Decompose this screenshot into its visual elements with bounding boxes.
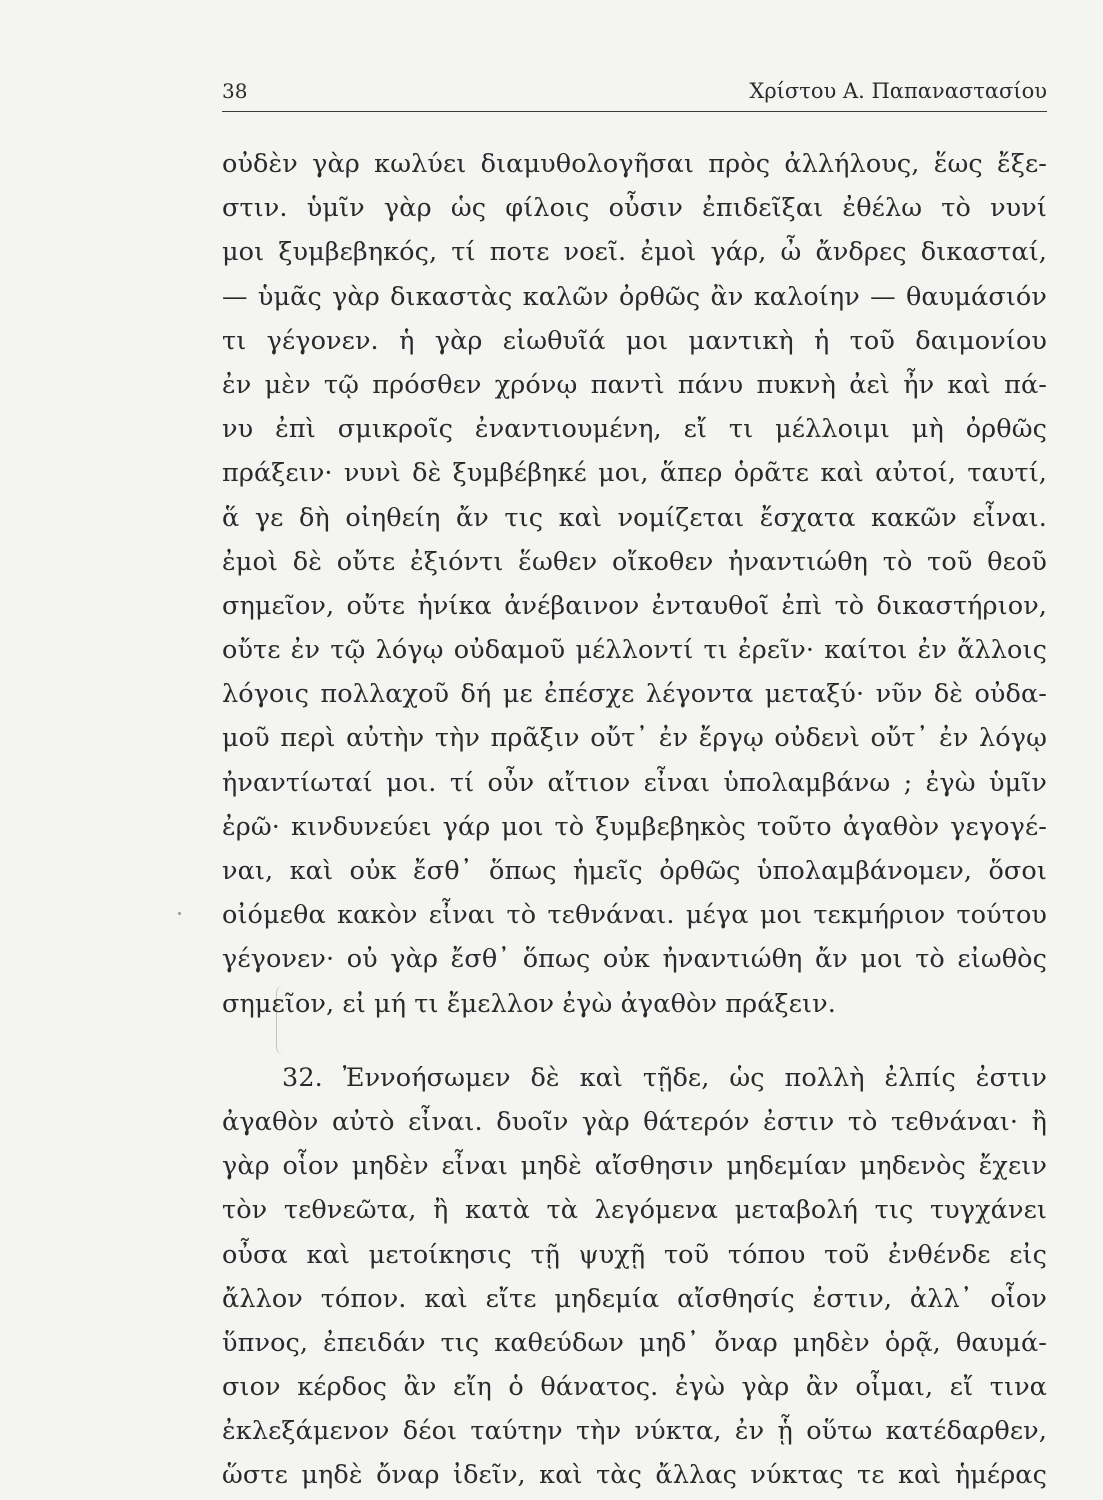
text-line: ὥστε μηδὲ ὄναρ ἰδεῖν, καὶ τὰς ἄλλας νύκτας τε καὶ ἡμέρας	[222, 1460, 1047, 1491]
text-line: — ὑμᾶς γὰρ δικαστὰς καλῶν ὀρθῶς ἂν καλοίην — θαυμάσιόν	[222, 281, 1047, 312]
page-header	[222, 76, 1047, 106]
text-line: ἐκλεξάμενον δέοι ταύτην τὴν νύκτα, ἐν ᾗ οὕτω κατέδαρθεν,	[222, 1416, 1047, 1447]
section-32-first-line: 32. Ἐννοήσωμεν δὲ καὶ τῇδε, ὡς πολλὴ ἐλπίς ἐστιν	[282, 1062, 1047, 1093]
text-line: ναι, καὶ οὐκ ἔσθ᾽ ὅπως ἡμεῖς ὀρθῶς ὑπολαμβάνομεν, ὅσοι	[222, 856, 1047, 886]
text-line: οἰόμεθα κακὸν εἶναι τὸ τεθνάναι. μέγα μοι τεκμήριον τούτου	[222, 900, 1047, 931]
paragraph-2	[222, 1056, 1047, 1498]
text-line: τὸν τεθνεῶτα, ἢ κατὰ τὰ λεγόμενα μεταβολή τις τυγχάνει	[222, 1195, 1047, 1226]
running-head: Χρίστου Α. Παπαναστασίου	[749, 79, 1047, 103]
text-line: στιν. ὑμῖν γὰρ ὡς φίλοις οὖσιν ἐπιδεῖξαι ἐθέλω τὸ νυνί	[222, 193, 1047, 224]
text-line: τι γέγονεν. ἡ γὰρ εἰωθυῖά μοι μαντικὴ ἡ τοῦ δαιμονίου	[222, 325, 1047, 356]
text-line: νυ ἐπὶ σμικροῖς ἐναντιουμένη, εἴ τι μέλλοιμι μὴ ὀρθῶς	[222, 414, 1047, 445]
page-number: 38	[222, 79, 248, 103]
text-line: μοι ξυμβεβηκός, τί ποτε νοεῖ. ἐμοὶ γάρ, ὦ ἄνδρες δικασταί,	[222, 237, 1047, 268]
text-line: ἄλλον τόπον. καὶ εἴτε μηδεμία αἴσθησίς ἐστιν, ἀλλ᾽ οἷον	[222, 1283, 1047, 1314]
text-line: ἠναντίωταί μοι. τί οὖν αἴτιον εἶναι ὑπολαμβάνω ; ἐγὼ ὑμῖν	[222, 767, 1047, 798]
body-text	[222, 142, 1047, 1498]
text-line: οὖσα καὶ μετοίκησις τῇ ψυχῇ τοῦ τόπου τοῦ ἐνθένδε εἰς	[222, 1239, 1047, 1270]
text-line: σημεῖον, οὔτε ἡνίκα ἀνέβαινον ἐνταυθοῖ ἐπὶ τὸ δικαστήριον,	[222, 590, 1047, 621]
text-line: ὕπνος, ἐπειδάν τις καθεύδων μηδ᾽ ὄναρ μηδὲν ὁρᾷ, θαυμά-	[222, 1327, 1047, 1358]
scan-speck	[178, 912, 181, 915]
text-line: σιον κέρδος ἂν εἴη ὁ θάνατος. ἐγὼ γὰρ ἂν οἶμαι, εἴ τινα	[222, 1372, 1047, 1403]
header-rule	[222, 111, 1047, 112]
text-line: σημεῖον, εἰ μή τι ἔμελλον ἐγὼ ἀγαθὸν πράξειν.	[222, 988, 836, 1019]
text-line: γὰρ οἷον μηδὲν εἶναι μηδὲ αἴσθησιν μηδεμίαν μηδενὸς ἔχειν	[222, 1151, 1047, 1182]
text-line: ἀγαθὸν αὐτὸ εἶναι. δυοῖν γὰρ θάτερόν ἐστιν τὸ τεθνάναι· ἢ	[222, 1106, 1047, 1137]
text-line: ἐρῶ· κινδυνεύει γάρ μοι τὸ ξυμβεβηκὸς τοῦτο ἀγαθὸν γεγογέ-	[222, 811, 1047, 842]
text-line: μοῦ περὶ αὐτὴν τὴν πρᾶξιν οὔτ᾽ ἐν ἔργῳ οὐδενὶ οὔτ᾽ ἐν λόγῳ	[222, 723, 1047, 754]
text-line: λόγοις πολλαχοῦ δή με ἐπέσχε λέγοντα μεταξύ· νῦν δὲ οὐδα-	[222, 679, 1047, 710]
text-line: γέγονεν· οὐ γὰρ ἔσθ᾽ ὅπως οὐκ ἠναντιώθη ἄν μοι τὸ εἰωθὸς	[222, 944, 1047, 975]
text-line: πράξειν· νυνὶ δὲ ξυμβέβηκέ μοι, ἅπερ ὁρᾶτε καὶ αὐτοί, ταυτί,	[222, 458, 1047, 489]
text-line: οὔτε ἐν τῷ λόγῳ οὐδαμοῦ μέλλοντί τι ἐρεῖν· καίτοι ἐν ἄλλοις	[222, 635, 1047, 666]
paragraph-gap	[222, 1026, 1047, 1056]
text-line: ἐν μὲν τῷ πρόσθεν χρόνῳ παντὶ πάνυ πυκνὴ ἀεὶ ἦν καὶ πά-	[222, 369, 1047, 400]
text-line: οὐδὲν γὰρ κωλύει διαμυθολογῆσαι πρὸς ἀλλήλους, ἕως ἔξε-	[222, 149, 1047, 179]
paragraph-1	[222, 142, 1047, 1026]
text-line: ἐμοὶ δὲ οὔτε ἐξιόντι ἕωθεν οἴκοθεν ἠναντιώθη τὸ τοῦ θεοῦ	[222, 546, 1047, 577]
text-line: ἅ γε δὴ οἰηθείη ἄν τις καὶ νομίζεται ἔσχατα κακῶν εἶναι.	[222, 502, 1047, 533]
